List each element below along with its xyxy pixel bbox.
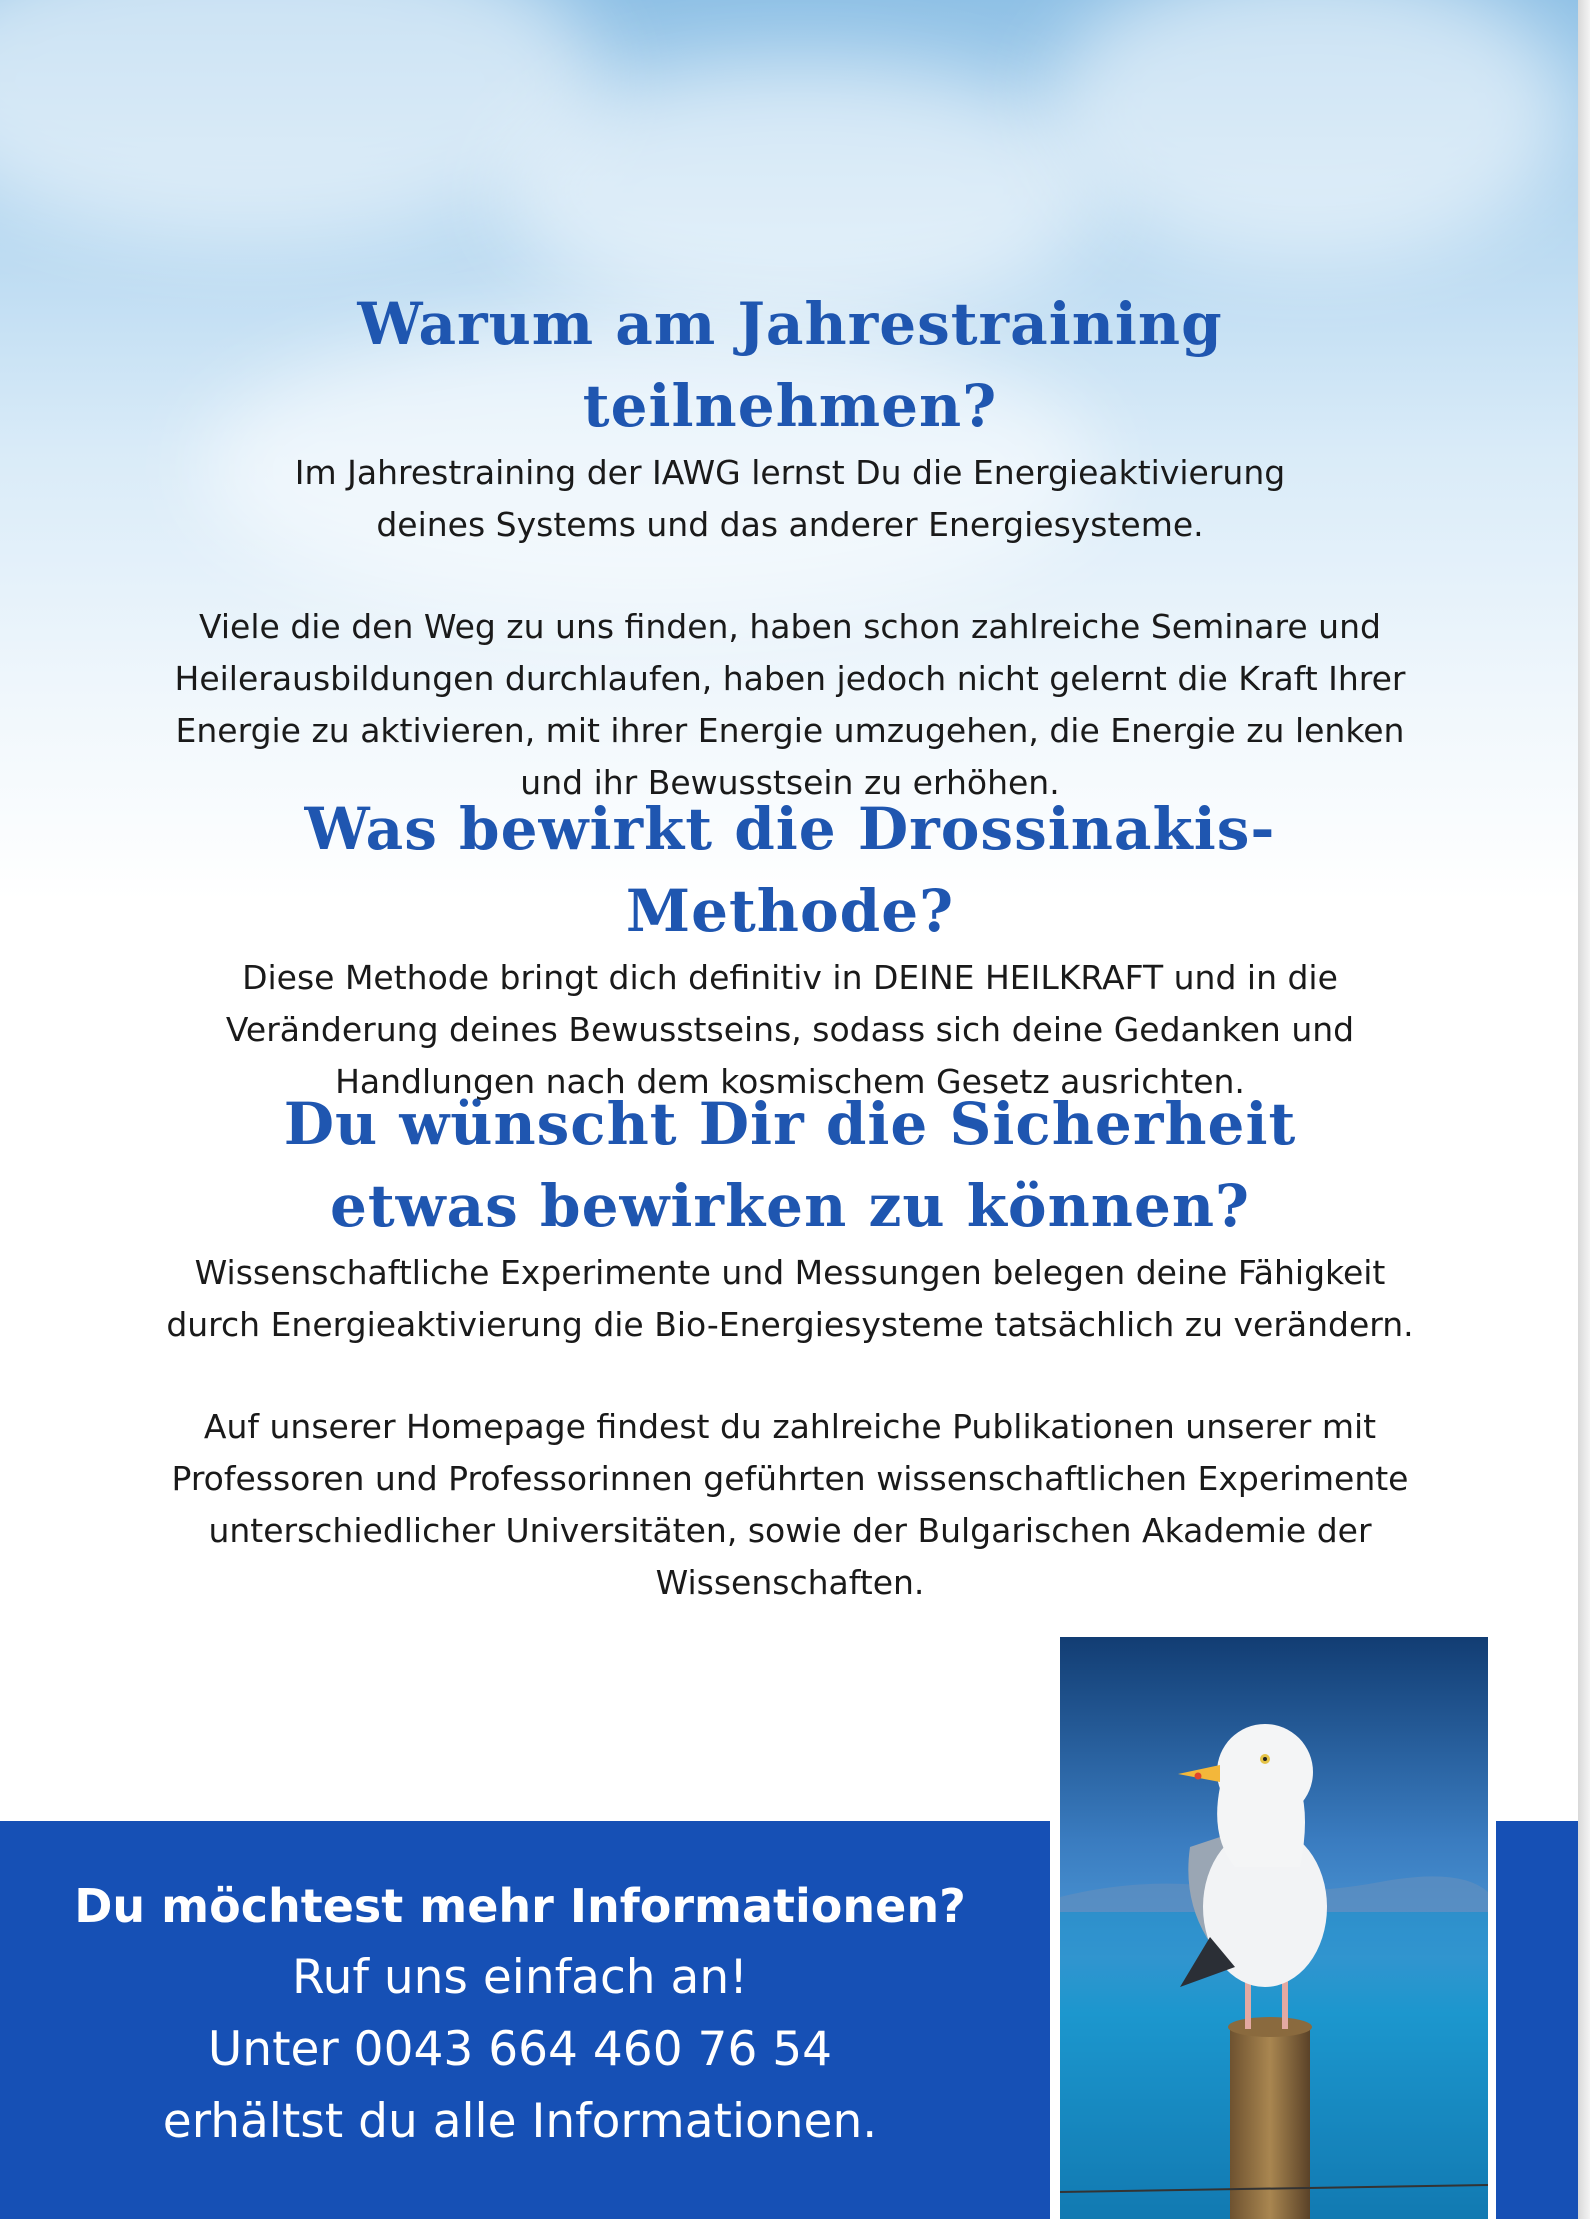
section-drossinakis-method xyxy=(150,788,1430,1108)
paragraph-annual-training-intro: Im Jahrestraining der IAWG lernst Du die Energieaktivierung deines Systems und das anderer Energiesysteme. xyxy=(294,453,1286,544)
seagull-image xyxy=(1060,1637,1488,2219)
heading-why-annual-training: Warum am Jahrestraining teilnehmen? xyxy=(357,290,1223,440)
paragraph-homepage-publications: Auf unserer Homepage findest du zahlreiche Publikationen unserer mit Professoren und Professorinnen geführten wissenschaftlichen Experimente unterschiedlicher Universitäten, sowie der Bulgarischen Akademie der Wissenschaften. xyxy=(171,1407,1409,1602)
footer-call-line: Ruf uns einfach an! xyxy=(292,1950,748,2005)
paragraph-drossinakis-method: Diese Methode bringt dich definitiv in DEINE HEILKRAFT und in die Veränderung deines Bewusstseins, sodass sich deine Gedanken und Handlungen nach dem kosmischem Gesetz ausrichten. xyxy=(225,958,1355,1101)
page-edge xyxy=(1578,0,1590,2219)
paragraph-annual-training-details: Viele die den Weg zu uns finden, haben schon zahlreiche Seminare und Heilerausbildungen durchlaufen, haben jedoch nicht gelernt die Kraft Ihrer Energie zu aktivieren, mit ihrer Energie umzugehen, die Energie zu lenken und ihr Bewusstsein zu erhöhen. xyxy=(174,607,1406,802)
footer-contact xyxy=(40,1870,1000,2158)
paragraph-scientific-experiments: Wissenschaftliche Experimente und Messungen belegen deine Fähigkeit durch Energieaktivierung die Bio-Energiesysteme tatsächlich zu verändern. xyxy=(166,1253,1414,1344)
seagull-photo xyxy=(1060,1637,1488,2219)
footer-title: Du möchtest mehr Informationen? xyxy=(74,1879,966,1933)
footer-info-line: erhältst du alle Informationen. xyxy=(162,2094,878,2149)
seagull-photo-frame xyxy=(1050,1627,1496,2219)
heading-certainty: Du wünscht Dir die Sicherheit etwas bewirken zu können? xyxy=(283,1090,1297,1240)
footer-phone-line: Unter 0043 664 460 76 54 xyxy=(207,2022,833,2077)
section-certainty xyxy=(150,1083,1430,1609)
section-why-annual-training xyxy=(150,283,1430,809)
heading-drossinakis-method: Was bewirkt die Drossinakis-Methode? xyxy=(304,795,1276,945)
